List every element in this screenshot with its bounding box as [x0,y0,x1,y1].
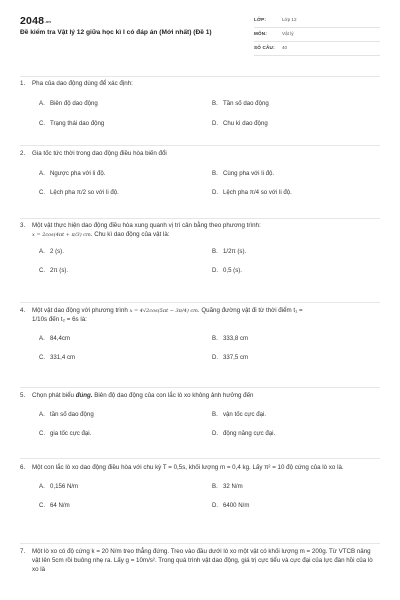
exam-title: Đề kiểm tra Vật lý 12 giữa học kì I có đáp án (Mới nhất) (Đề 1) [20,29,212,36]
question-2 [20,150,380,205]
option-c[interactable] [39,189,119,198]
option-text: động năng cực đại. [223,429,276,437]
option-c[interactable] [39,430,91,439]
option-text: 331,4 cm [50,353,76,361]
options-row [20,335,380,351]
options-row [20,189,380,205]
meta-label: SỐ CÂU: [254,45,275,51]
option-letter: D. [212,119,219,127]
option-letter: A. [39,169,45,177]
meta-label: MÔN: [254,31,268,37]
question-6 [20,464,380,518]
emphasis-text: đúng. [75,392,93,399]
option-letter: D. [212,188,219,196]
question-3 [20,222,380,283]
question-text: Một lò xo có độ cứng k = 20 N/m treo thẳng đứng. Treo vào đầu dưới lò xo một vật có khối lượng m = 200g. Từ VTCB nâng vật lên 5cm rồi buông nhẹ ra. Lấy g = 10m/s². Trong quá trình vật dao động, giá trị cực tiểu và cực đại của lực đàn hồi của lò xo là [32,548,373,573]
option-text: 64 N/m [50,501,70,509]
option-text: 1/2π (s). [223,247,247,255]
logo-text: 2048 [20,15,45,27]
option-b[interactable] [212,170,274,179]
option-c[interactable] [39,502,70,511]
question-number: 6. [20,464,26,471]
question-text [32,222,380,240]
option-letter: D. [212,501,219,509]
meta-row-count [254,42,380,56]
option-d[interactable] [212,502,249,511]
options-row [20,430,380,446]
option-a[interactable] [39,100,98,109]
option-letter: B. [212,99,218,107]
option-text: Tần số dao động [223,99,269,107]
question-divider [20,387,380,388]
option-letter: C. [39,353,46,361]
option-c[interactable] [39,120,104,129]
question-number: 7. [20,548,26,555]
question-divider [20,458,380,459]
question-number: 1. [20,80,26,87]
option-d[interactable] [212,120,268,129]
question-divider [20,218,380,219]
option-letter: C. [39,429,46,437]
option-d[interactable] [212,430,275,439]
meta-value: 40 [282,45,288,51]
question-7 [20,548,380,575]
option-letter: B. [212,169,218,177]
option-letter: A. [39,99,45,107]
question-4 [20,307,380,370]
question-text [32,392,380,401]
question-number: 2. [20,150,26,157]
option-text: Ngược pha với li độ. [50,169,106,177]
option-letter: B. [212,334,218,342]
option-text: Biên độ dao động [50,99,98,107]
option-letter: C. [39,266,46,274]
option-text: Cùng pha với li độ. [223,169,275,177]
meta-label: LỚP: [254,17,267,23]
option-letter: A. [39,247,45,255]
logo-suffix: .vn [44,19,52,24]
option-text: gia tốc cực đại. [50,429,92,437]
question-text: Pha của dao động dùng để xác định: [32,80,133,87]
option-text: 6400 N/m [223,501,250,509]
option-text: 32 N/m [223,482,243,490]
option-letter: A. [39,410,45,418]
option-letter: C. [39,501,46,509]
question-1 [20,80,380,136]
options-row [20,100,380,116]
option-text: Lệch pha π/4 so với li độ. [223,188,292,196]
option-a[interactable] [39,411,94,420]
question-number: 4. [20,307,26,314]
option-letter: B. [212,247,218,255]
option-b[interactable] [212,411,266,420]
question-5 [20,392,380,446]
question-text-part: Chọn phát biểu [32,392,76,399]
option-d[interactable] [212,267,242,276]
option-text: 337,5 cm [223,353,249,361]
question-text: Một con lắc lò xo dao động điều hòa với chu kỳ T = 0,5s, khối lượng m = 0,4 kg. Lấy π² = 10 độ cứng của lò xo là. [32,464,344,471]
question-number: 3. [20,222,26,229]
meta-value: Lớp 12 [282,17,297,23]
option-text: 333,8 cm [223,334,249,342]
question-text-line: . Chu kì dao động của vật là: [90,230,170,238]
option-c[interactable] [39,267,68,276]
question-divider [20,145,380,146]
option-b[interactable] [212,100,269,109]
option-text: 84,4cm [50,334,70,342]
option-text: Trạng thái dao động [50,119,105,127]
option-letter: C. [39,188,46,196]
option-c[interactable] [39,354,75,363]
options-row [20,120,380,136]
option-text: 2 (s). [50,247,64,255]
option-letter: A. [39,482,45,490]
option-d[interactable] [212,354,248,363]
option-text: 0,156 N/m [50,482,79,490]
option-a[interactable] [39,248,64,257]
question-text-line: Một vật thực hiện dao động điều hòa xung quanh vị trí cân bằng theo phương trình: [32,222,261,229]
exam-meta-table [254,14,380,56]
option-letter: D. [212,353,219,361]
question-divider [20,302,380,303]
question-divider [20,543,380,544]
option-letter: B. [212,410,218,418]
option-letter: C. [39,119,46,127]
equation: x = 4√2cos(5πt − 3π/4) cm [129,308,198,314]
question-text-line: 1/10s đến t₂ = 6s là: [32,315,87,323]
options-row [20,411,380,427]
options-row [20,354,380,370]
option-text: 0,5 (s). [223,266,242,274]
question-text-part: Một vật dao động với phương trình [32,307,128,314]
option-letter: D. [212,429,219,437]
site-logo[interactable] [20,14,51,29]
option-b[interactable] [212,248,246,257]
option-letter: B. [212,482,218,490]
option-text: Lệch pha π/2 so với li độ. [50,188,119,196]
meta-row-subject [254,28,380,42]
option-text: tần số dao động [50,410,94,418]
options-row [20,170,380,186]
option-text: vận tốc cực đại. [223,410,267,418]
question-number: 5. [20,392,26,399]
option-text: 2π (s). [50,266,69,274]
option-a[interactable] [39,170,105,179]
options-row [20,502,380,518]
question-text: Gia tốc tức thời trong dao động điều hòa biến đổi [32,150,167,157]
option-b[interactable] [212,335,248,344]
option-letter: D. [212,266,219,274]
meta-value: Vật lý [282,31,294,37]
option-a[interactable] [39,335,70,344]
option-text: Chu kì dao động [223,119,268,127]
meta-row-class [254,14,380,28]
option-d[interactable] [212,189,292,198]
question-divider [20,76,380,77]
question-text-part: Biên độ dao động của con lắc lò xo không ảnh hưởng đến [92,392,254,399]
option-b[interactable] [212,483,243,492]
question-text-part: . Quãng đường vật đi từ thời điểm t₁ = [197,307,303,314]
options-row [20,248,380,264]
equation: x = 2cos(4πt + π/3) cm [32,231,91,238]
option-a[interactable] [39,483,78,492]
options-row [20,267,380,283]
question-text [32,307,380,325]
options-row [20,483,380,499]
option-letter: A. [39,334,45,342]
